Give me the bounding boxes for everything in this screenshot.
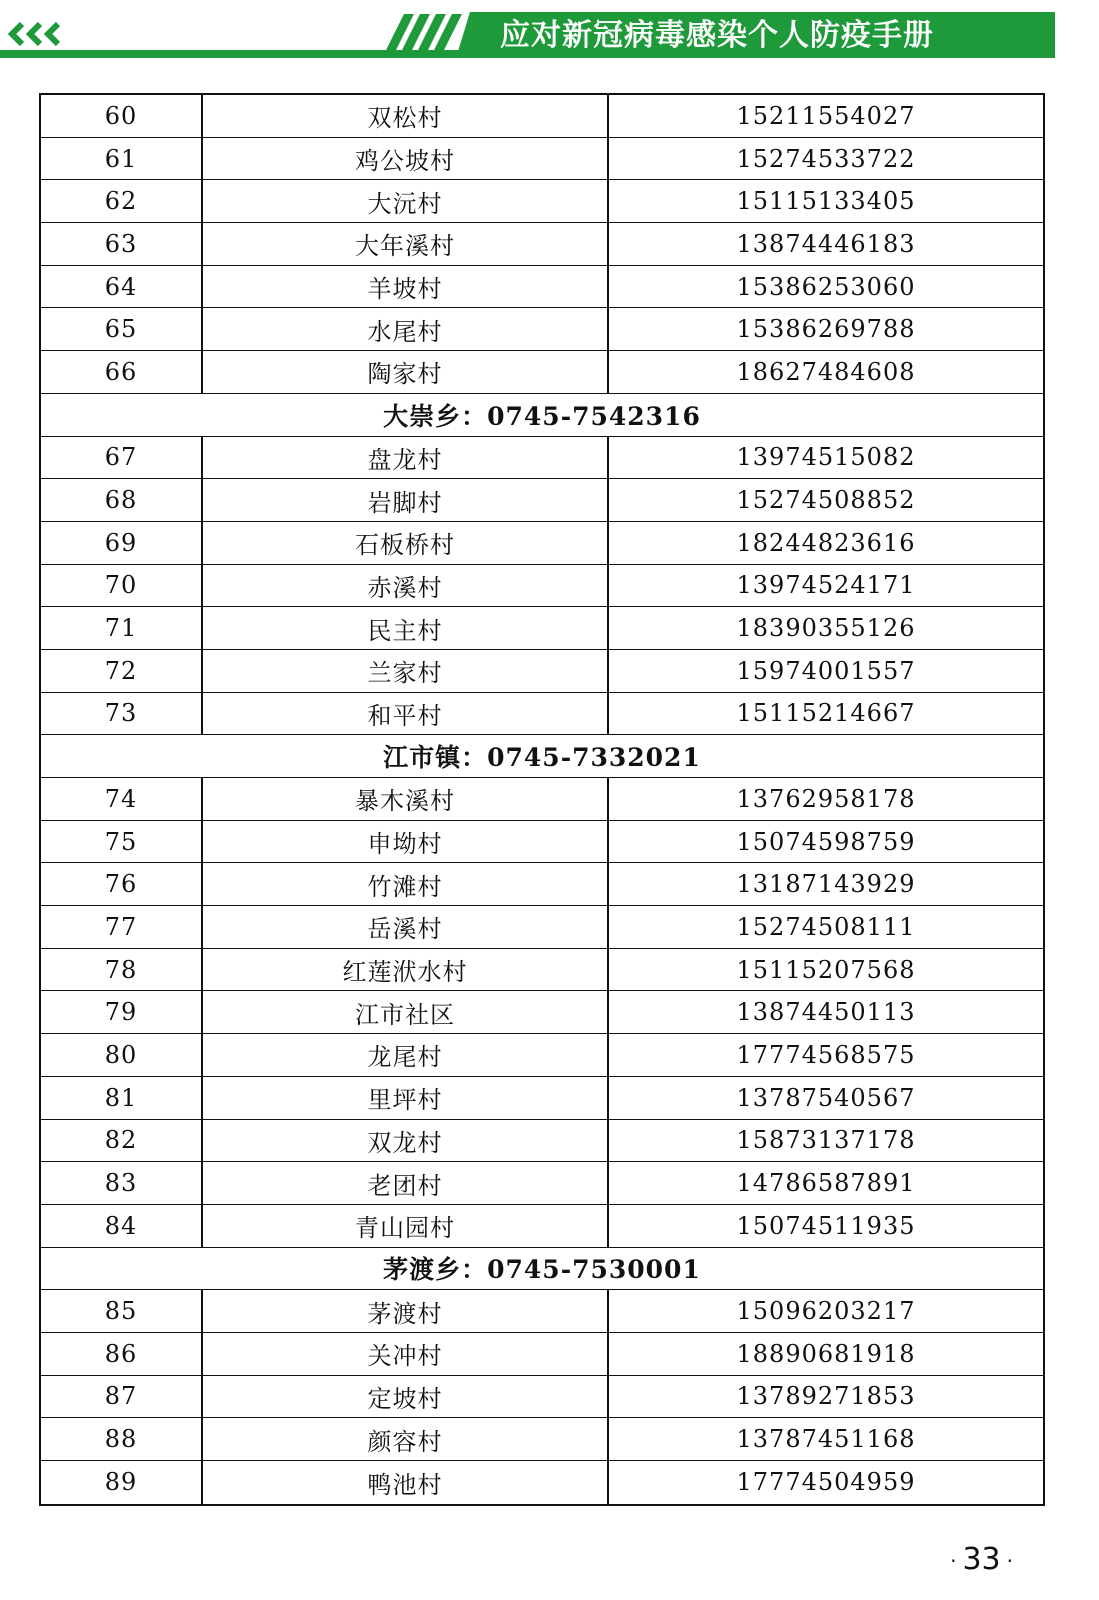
village-name-cell: 民主村 [203,607,609,649]
phone-number-cell: 15074511935 [736,1211,916,1240]
phone-number-cell: 15274533722 [736,144,916,173]
row-number-cell: 83 [41,1162,203,1204]
table-row [41,180,1043,223]
phone-number-cell: 13874446183 [736,229,916,258]
table-row [41,1333,1043,1376]
phone-number-cell: 15115207568 [736,955,916,984]
row-number-cell: 78 [41,949,203,991]
section-header-row [41,1248,1043,1291]
village-name-cell: 陶家村 [203,351,609,393]
section-header-label: 茅渡乡：0745-7530001 [383,1255,701,1285]
table-row [41,778,1043,821]
contact-table [39,93,1045,1506]
row-number-cell: 65 [41,308,203,350]
table-row [41,607,1043,650]
row-number-cell: 77 [41,906,203,948]
village-name-cell: 羊坡村 [203,266,609,308]
table-row [41,821,1043,864]
village-name-cell: 盘龙村 [203,437,609,479]
phone-number-cell: 13974515082 [736,443,916,472]
phone-number-cell: 14786587891 [736,1169,916,1198]
row-number-cell: 64 [41,266,203,308]
village-name-cell: 岩脚村 [203,479,609,521]
row-number-cell: 73 [41,693,203,735]
row-number-cell: 82 [41,1120,203,1162]
phone-number-cell: 18390355126 [736,614,916,643]
phone-number-cell: 15274508111 [736,912,916,941]
phone-number-cell: 18890681918 [736,1339,916,1368]
header-title: 应对新冠病毒感染个人防疫手册 [500,18,934,53]
row-number-cell: 63 [41,223,203,265]
row-number-cell: 62 [41,180,203,222]
row-number-cell: 74 [41,778,203,820]
village-name-cell: 颜容村 [203,1418,609,1460]
row-number-cell: 89 [41,1461,203,1504]
village-name-cell: 茅渡村 [203,1290,609,1332]
village-name-cell: 鸭池村 [203,1461,609,1504]
table-row [41,906,1043,949]
phone-number-cell: 13787540567 [736,1083,916,1112]
table-row [41,1162,1043,1205]
village-name-cell: 大年溪村 [203,223,609,265]
row-number-cell: 66 [41,351,203,393]
page-number-dot-right: · [1006,1548,1013,1573]
row-number-cell: 80 [41,1034,203,1076]
village-name-cell: 暴木溪村 [203,778,609,820]
row-number-cell: 61 [41,138,203,180]
table-row [41,693,1043,736]
table-row [41,1120,1043,1163]
row-number-cell: 84 [41,1205,203,1247]
section-header-label: 大崇乡：0745-7542316 [383,401,701,431]
row-number-cell: 70 [41,565,203,607]
phone-number-cell: 15115133405 [736,187,916,216]
phone-number-cell: 15211554027 [736,101,916,130]
row-number-cell: 71 [41,607,203,649]
table-row [41,1418,1043,1461]
table-row [41,223,1043,266]
village-name-cell: 大沅村 [203,180,609,222]
row-number-cell: 68 [41,479,203,521]
section-header-row [41,394,1043,437]
section-header-label: 江市镇：0745-7332021 [383,743,701,773]
village-name-cell: 水尾村 [203,308,609,350]
village-name-cell: 龙尾村 [203,1034,609,1076]
page-number-value: 33 [962,1542,1001,1577]
phone-number-cell: 15096203217 [736,1297,916,1326]
row-number-cell: 79 [41,991,203,1033]
row-number-cell: 75 [41,821,203,863]
page-number [944,1542,1019,1577]
phone-number-cell: 13187143929 [736,870,916,899]
table-row [41,1034,1043,1077]
village-name-cell: 关冲村 [203,1333,609,1375]
village-name-cell: 老团村 [203,1162,609,1204]
row-number-cell: 88 [41,1418,203,1460]
row-number-cell: 69 [41,522,203,564]
table-row [41,650,1043,693]
village-name-cell: 红莲洑水村 [203,949,609,991]
table-row [41,308,1043,351]
table-row [41,1077,1043,1120]
phone-number-cell: 13789271853 [736,1382,916,1411]
row-number-cell: 60 [41,95,203,137]
phone-number-cell: 15386253060 [736,272,916,301]
row-number-cell: 87 [41,1376,203,1418]
phone-number-cell: 15974001557 [736,656,916,685]
village-name-cell: 赤溪村 [203,565,609,607]
phone-number-cell: 15074598759 [736,827,916,856]
row-number-cell: 72 [41,650,203,692]
village-name-cell: 双龙村 [203,1120,609,1162]
page-number-dot-left: · [950,1548,957,1573]
phone-number-cell: 18627484608 [736,357,916,386]
table-row [41,1461,1043,1504]
village-name-cell: 岳溪村 [203,906,609,948]
table-row [41,1290,1043,1333]
phone-number-cell: 13762958178 [736,784,916,813]
slash-stripes-decoration [386,14,462,50]
phone-number-cell: 18244823616 [736,528,916,557]
village-name-cell: 青山园村 [203,1205,609,1247]
village-name-cell: 兰家村 [203,650,609,692]
table-row [41,95,1043,138]
village-name-cell: 里坪村 [203,1077,609,1119]
table-row [41,991,1043,1034]
table-row [41,138,1043,181]
village-name-cell: 申坳村 [203,821,609,863]
row-number-cell: 76 [41,863,203,905]
triple-chevron-left-icon [12,24,58,44]
table-row [41,863,1043,906]
village-name-cell: 竹滩村 [203,863,609,905]
phone-number-cell: 17774568575 [736,1040,916,1069]
table-row [41,1205,1043,1248]
phone-number-cell: 13787451168 [736,1425,916,1454]
phone-number-cell: 17774504959 [736,1468,916,1497]
phone-number-cell: 15274508852 [736,486,916,515]
table-row [41,565,1043,608]
table-row [41,1376,1043,1419]
row-number-cell: 85 [41,1290,203,1332]
phone-number-cell: 15386269788 [736,315,916,344]
page-header [0,0,1099,70]
village-name-cell: 鸡公坡村 [203,138,609,180]
phone-number-cell: 13874450113 [736,998,916,1027]
phone-number-cell: 15873137178 [736,1126,916,1155]
table-row [41,949,1043,992]
section-header-row [41,735,1043,778]
table-row [41,522,1043,565]
village-name-cell: 和平村 [203,693,609,735]
village-name-cell: 定坡村 [203,1376,609,1418]
phone-number-cell: 13974524171 [736,571,916,600]
table-row [41,351,1043,394]
row-number-cell: 81 [41,1077,203,1119]
table-row [41,266,1043,309]
village-name-cell: 双松村 [203,95,609,137]
phone-number-cell: 15115214667 [736,699,916,728]
row-number-cell: 67 [41,437,203,479]
table-row [41,479,1043,522]
village-name-cell: 江市社区 [203,991,609,1033]
village-name-cell: 石板桥村 [203,522,609,564]
table-row [41,437,1043,480]
row-number-cell: 86 [41,1333,203,1375]
